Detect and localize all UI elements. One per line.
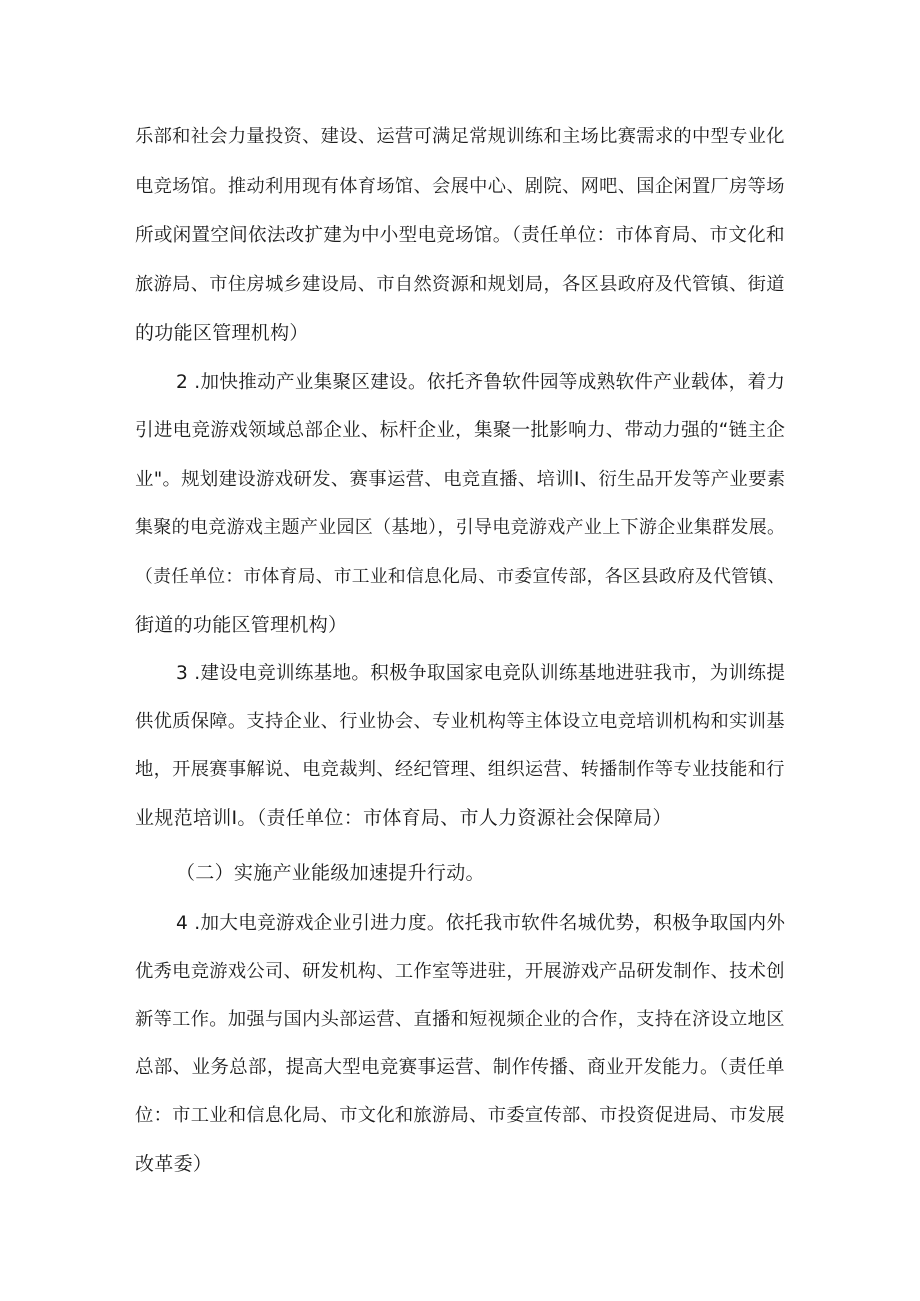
text-line: 总部、业务总部，提高大型电竞赛事运营、制作传播、商业开发能力。（责任单 (135, 1057, 785, 1078)
text-line: 引进电竞游戏领域总部企业、标杆企业，集聚一批影响力、带动力强的“链主企 (135, 420, 786, 441)
text-line: 乐部和社会力量投资、建设、运营可满足常规训练和主场比赛需求的中型专业化 (135, 126, 785, 147)
text-line: 电竞场馆。推动利用现有体育场馆、会展中心、剧院、网吧、国企闲置厂房等场 (135, 176, 785, 197)
text-line: 旅游局、市住房城乡建设局、市自然资源和规划局，各区县政府及代管镇、街道 (135, 274, 785, 295)
text-line: 供优质保障。支持企业、行业协会、专业机构等主体设立电竞培训机构和实训基 (135, 711, 785, 732)
text-line: 业"。规划建设游戏研发、赛事运营、电竞直播、培训I、衍生品开发等产业要素 (135, 469, 786, 490)
text-line: 的功能区管理机构） (135, 322, 309, 344)
text-line: 4 .加大电竞游戏企业引进力度。依托我市软件名城优势，积极争取国内外 (176, 913, 786, 934)
text-line: 集聚的电竞游戏主题产业园区（基地），引导电竞游戏产业上下游企业集群发展。 (135, 517, 786, 538)
text-line: 业规范培训I。（责任单位：市体育局、市人力资源社会保障局） (135, 807, 672, 829)
text-line: 地，开展赛事解说、电竞裁判、经纪管理、组织运营、转播制作等专业技能和行 (135, 759, 785, 780)
text-line: 2 .加快推动产业集聚区建设。依托齐鲁软件园等成熟软件产业载体，着力 (176, 372, 786, 393)
text-line: 优秀电竞游戏公司、研发机构、工作室等进驻，开展游戏产品研发制作、技术创 (135, 961, 785, 982)
text-line: 改革委） (135, 1153, 213, 1175)
text-line: 街道的功能区管理机构） (135, 614, 348, 636)
text-line: 3 .建设电竞训练基地。积极争取国家电竞队训练基地进驻我市，为训练提 (176, 663, 786, 684)
text-line: 新等工作。加强与国内头部运营、直播和短视频企业的合作，支持在济设立地区 (135, 1009, 785, 1030)
section-heading: （二）实施产业能级加速提升行动。 (176, 862, 485, 884)
text-line: 所或闲置空间依法改扩建为中小型电竞场馆。（责任单位：市体育局、市文化和 (135, 225, 785, 246)
text-line: （责任单位：市体育局、市工业和信息化局、市委宣传部，各区县政府及代管镇、 (135, 567, 786, 587)
text-line: 位：市工业和信息化局、市文化和旅游局、市委宣传部、市投资促进局、市发展 (135, 1105, 785, 1126)
